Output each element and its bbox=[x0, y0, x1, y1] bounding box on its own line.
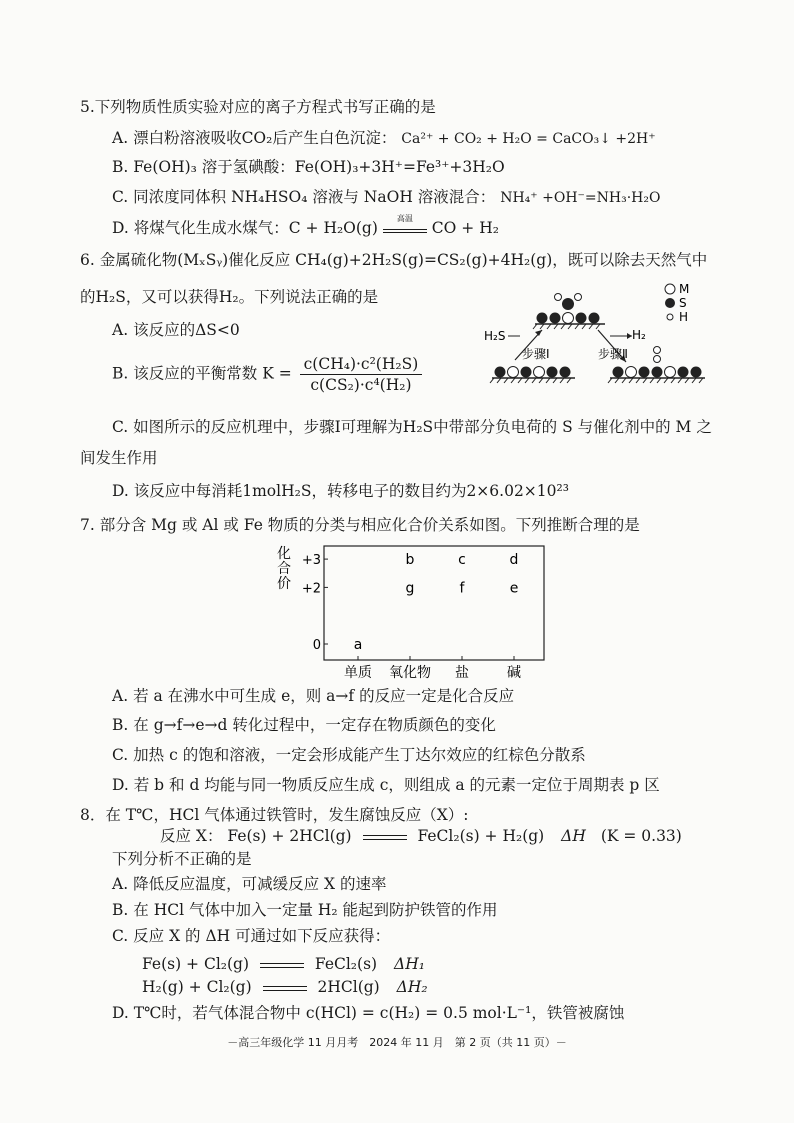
catalyst-top bbox=[533, 294, 605, 330]
x-tick-label: 单质 bbox=[344, 665, 372, 681]
option-text: 在 g→f→e→d 转化过程中，一定存在物质颜色的变化 bbox=[133, 716, 496, 734]
option-text: T℃时，若气体混合物中 c(HCl) = c(H₂) = 0.5 mol·L⁻¹，铁管被腐蚀 bbox=[133, 1004, 625, 1022]
option-text: 降低反应温度，可减缓反应 X 的速率 bbox=[133, 875, 387, 893]
option-label: B. bbox=[112, 901, 129, 919]
h2s-label: H₂S bbox=[484, 329, 506, 343]
y-tick-label: +3 bbox=[301, 553, 321, 569]
legend-h-icon bbox=[667, 314, 673, 320]
step1-label: 步骤Ⅰ bbox=[522, 347, 550, 361]
q8-option-c bbox=[112, 925, 390, 947]
catalyst-bottom-left bbox=[490, 367, 575, 384]
point-e: e bbox=[509, 580, 519, 597]
q8-subprompt: 下列分析不正确的是 bbox=[112, 850, 252, 868]
option-text: 在 HCl 气体中加入一定量 H₂ 能起到防护铁管的作用 bbox=[133, 901, 498, 919]
q6-option-a bbox=[112, 319, 240, 341]
option-text: 加热 c 的饱和溶液，一定会形成能产生丁达尔效应的红棕色分散系 bbox=[133, 746, 586, 764]
h2-label: H₂ bbox=[632, 328, 646, 342]
option-text: 该反应的平衡常数 K = bbox=[133, 364, 292, 383]
q7-stem: 7. 部分含 Mg 或 Al 或 Fe 物质的分类与相应化合价关系如图。下列推断合理的是 bbox=[80, 516, 640, 534]
y-tick-label: +2 bbox=[301, 581, 321, 597]
equilibrium-fraction bbox=[300, 354, 423, 395]
h2-arrow bbox=[610, 333, 632, 339]
option-label: D. bbox=[112, 219, 129, 237]
equation-dh: ΔH₂ bbox=[396, 978, 428, 996]
option-label: A. bbox=[112, 687, 129, 705]
y-axis-label bbox=[277, 546, 291, 592]
q5-option-d bbox=[112, 214, 499, 239]
q8-stem: 8．在 T℃，HCl 气体通过铁管时，发生腐蚀反应（X）: bbox=[80, 806, 469, 824]
y-axis-label-char: 合 bbox=[277, 561, 291, 577]
equation-right: FeCl₂(s) bbox=[314, 955, 378, 973]
option-label: D. bbox=[112, 776, 129, 794]
reaction-label: 反应 X： bbox=[160, 827, 223, 845]
q8-option-a bbox=[112, 873, 386, 895]
option-equation: NH₄⁺ +OH⁻=NH₃·H₂O bbox=[500, 190, 661, 206]
x-tick-label: 碱 bbox=[507, 665, 521, 681]
option-product: CO + H₂ bbox=[431, 219, 499, 237]
option-label: C. bbox=[112, 188, 129, 206]
legend-s-label: S bbox=[679, 296, 687, 310]
option-text: 如图所示的反应机理中，步骤Ⅰ可理解为H₂S中带部分负电荷的 S 与催化剂中的 M 之 bbox=[133, 418, 712, 436]
q7-option-b bbox=[112, 714, 496, 736]
equilibrium-arrow bbox=[263, 986, 307, 991]
option-text: 若 b 和 d 均能与同一物质反应生成 c，则组成 a 的元素一定位于周期表 p 区 bbox=[133, 776, 660, 794]
q5-option-b bbox=[112, 156, 505, 178]
chart-points bbox=[354, 552, 519, 653]
point-d: d bbox=[509, 552, 519, 569]
q8-option-b bbox=[112, 899, 498, 921]
option-label: B. bbox=[112, 158, 129, 176]
fraction-denominator: c(CS₂)·c⁴(H₂) bbox=[310, 376, 412, 394]
legend-s-icon bbox=[665, 298, 675, 308]
y-tick-label: 0 bbox=[312, 638, 321, 653]
q8-option-d bbox=[112, 1002, 624, 1024]
q7-option-c bbox=[112, 744, 586, 766]
equation-left: H₂(g) + Cl₂(g) bbox=[142, 978, 252, 996]
step2-label: 步骤Ⅱ bbox=[598, 347, 628, 361]
q6-option-d bbox=[112, 480, 569, 502]
q7-option-a bbox=[112, 685, 514, 707]
option-label: B. bbox=[112, 364, 129, 383]
reaction-mechanism-diagram bbox=[480, 278, 720, 393]
option-label: A. bbox=[112, 875, 129, 893]
option-label: C. bbox=[112, 746, 129, 764]
equation-right: 2HCl(g) bbox=[317, 978, 380, 996]
option-text: 该反应中每消耗1molH₂S，转移电子的数目约为2×6.02×10²³ bbox=[133, 482, 569, 500]
q6-option-c bbox=[112, 416, 712, 438]
option-text: 该反应的ΔS<0 bbox=[133, 321, 240, 339]
x-tick-label: 氧化物 bbox=[389, 665, 431, 681]
point-b: b bbox=[405, 552, 415, 569]
option-text: 反应 X 的 ΔH 可通过如下反应获得： bbox=[133, 927, 391, 945]
q5-stem: 5.下列物质性质实验对应的离子方程式书写正确的是 bbox=[80, 98, 436, 116]
option-label: B. bbox=[112, 716, 129, 734]
fraction-numerator: c(CH₄)·c²(H₂S) bbox=[300, 354, 423, 375]
equation-left: Fe(s) + Cl₂(g) bbox=[142, 955, 250, 973]
option-text: Fe(OH)₃ 溶于氢碘酸：Fe(OH)₃+3H⁺=Fe³⁺+3H₂O bbox=[133, 158, 505, 176]
legend-m-icon bbox=[665, 284, 675, 294]
q6-stem-line2: 的H₂S，又可以获得H₂。下列说法正确的是 bbox=[80, 288, 379, 306]
y-axis-label-char: 化 bbox=[277, 546, 291, 562]
reaction-left: Fe(s) + 2HCl(g) bbox=[227, 827, 352, 845]
option-label: A. bbox=[112, 129, 129, 147]
q5-option-c bbox=[112, 186, 660, 209]
option-label: D. bbox=[112, 1004, 129, 1022]
legend-h-label: H bbox=[679, 310, 689, 324]
valence-chart bbox=[270, 540, 560, 685]
q6-option-c-continued: 间发生作用 bbox=[80, 449, 158, 467]
option-text: 将煤气化生成水煤气：C + H₂O(g) bbox=[133, 219, 378, 237]
equilibrium-arrow bbox=[363, 835, 407, 840]
q8-equation-2 bbox=[142, 976, 428, 998]
legend-m-label: M bbox=[679, 282, 690, 296]
option-equation: Ca²⁺ + CO₂ + H₂O = CaCO₃↓ +2H⁺ bbox=[401, 131, 656, 147]
point-c: c bbox=[458, 552, 466, 569]
y-axis-label-char: 价 bbox=[277, 576, 291, 592]
point-g: g bbox=[405, 580, 415, 597]
option-label: C. bbox=[112, 927, 129, 945]
x-tick-label: 盐 bbox=[455, 665, 469, 681]
reaction-dh: ΔH bbox=[561, 827, 586, 845]
arrow-condition: 高温 bbox=[396, 214, 413, 223]
option-text: 若 a 在沸水中可生成 e，则 a→f 的反应一定是化合反应 bbox=[133, 687, 515, 705]
option-label: C. bbox=[112, 418, 129, 436]
option-text: 同浓度同体积 NH₄HSO₄ 溶液与 NaOH 溶液混合： bbox=[133, 188, 496, 206]
reaction-right: FeCl₂(s) + H₂(g) bbox=[417, 827, 545, 845]
option-label: D. bbox=[112, 482, 129, 500]
q5-option-a bbox=[112, 127, 656, 150]
option-text: 漂白粉溶液吸收CO₂后产生白色沉淀： bbox=[133, 129, 397, 147]
q6-option-b bbox=[112, 354, 425, 395]
option-label: A. bbox=[112, 321, 129, 339]
equilibrium-arrow bbox=[260, 963, 304, 968]
page-footer: －高三年级化学 11 月月考 2024 年 11 月 第 2 页（共 11 页）－ bbox=[227, 1036, 567, 1049]
point-a: a bbox=[353, 637, 363, 653]
q7-option-d bbox=[112, 774, 660, 796]
condition-arrow bbox=[383, 214, 427, 233]
q8-equation-1 bbox=[142, 953, 425, 975]
q6-stem-line1: 6. 金属硫化物(MₓSᵧ)催化反应 CH₄(g)+2H₂S(g)=CS₂(g)+4H₂(g)，既可以除去天然气中 bbox=[80, 251, 708, 269]
reaction-k: (K = 0.33) bbox=[600, 827, 682, 845]
q8-reaction-x bbox=[160, 825, 682, 847]
equation-dh: ΔH₁ bbox=[394, 955, 425, 973]
point-f: f bbox=[459, 580, 465, 597]
